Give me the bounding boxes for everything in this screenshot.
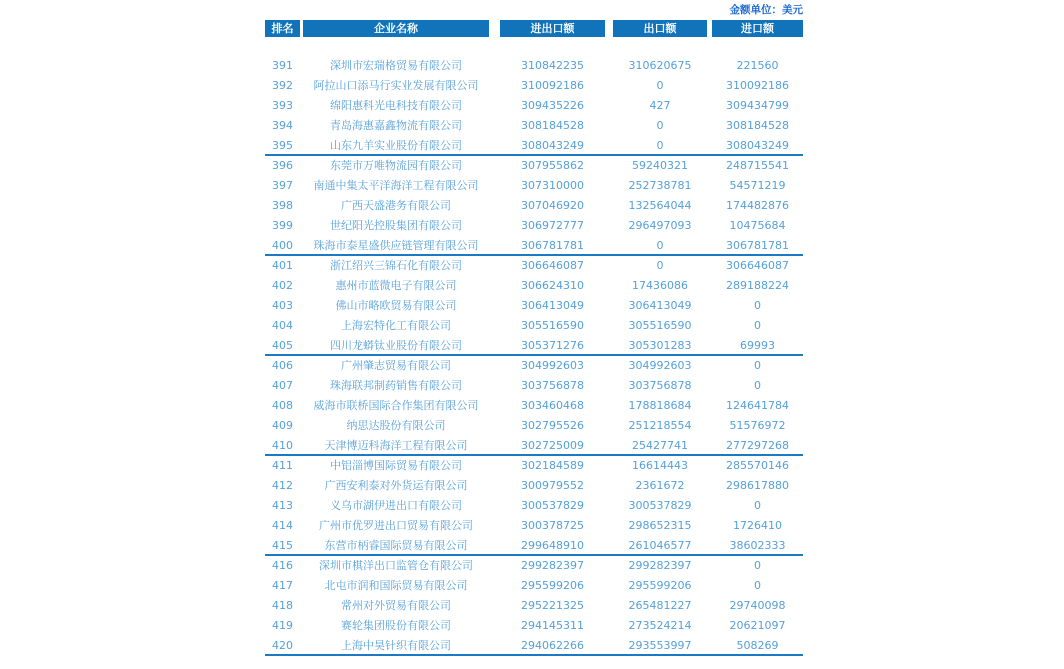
table-row xyxy=(265,196,803,216)
table-row xyxy=(265,536,803,556)
rank-cell: 398 xyxy=(272,199,293,212)
total-value-cell: 299282397 xyxy=(521,559,584,572)
rank-cell: 409 xyxy=(272,419,293,432)
company-name-cell: 珠海联邦制药销售有限公司 xyxy=(330,379,462,392)
table-row xyxy=(265,616,803,636)
import-value-cell: 277297268 xyxy=(726,439,789,452)
export-value-cell: 265481227 xyxy=(628,599,692,612)
export-value-cell: 2361672 xyxy=(635,479,685,492)
company-name-cell: 广州肇志贸易有限公司 xyxy=(341,359,451,372)
company-name-cell: 广西天盛港务有限公司 xyxy=(341,199,451,212)
company-name-cell: 常州对外贸易有限公司 xyxy=(341,599,451,612)
rank-cell: 399 xyxy=(272,219,293,232)
export-value-cell: 252738781 xyxy=(628,179,692,192)
company-name-cell: 深圳市宏瑞格贸易有限公司 xyxy=(330,59,462,72)
rank-cell: 412 xyxy=(272,479,293,492)
company-name-cell: 中铝淄博国际贸易有限公司 xyxy=(330,459,462,472)
table-row xyxy=(265,596,803,616)
total-value-cell: 308184528 xyxy=(521,119,584,132)
table-row xyxy=(265,276,803,296)
company-name-cell: 南通中集太平洋海洋工程有限公司 xyxy=(313,179,479,192)
total-value-cell: 310092186 xyxy=(521,79,584,92)
export-value-cell: 251218554 xyxy=(628,419,692,432)
export-value-cell: 306413049 xyxy=(628,299,692,312)
export-value-cell: 300537829 xyxy=(628,499,692,512)
total-value-cell: 300378725 xyxy=(521,519,584,532)
table-row xyxy=(265,636,803,656)
rank-cell: 402 xyxy=(272,279,293,292)
company-name-cell: 赛轮集团股份有限公司 xyxy=(341,619,451,632)
table-body xyxy=(265,56,803,656)
company-name-cell: 阿拉山口添马行实业发展有限公司 xyxy=(313,79,479,92)
table-row xyxy=(265,476,803,496)
import-value-cell: 0 xyxy=(754,379,761,392)
table-row xyxy=(265,416,803,436)
table-row xyxy=(265,556,803,576)
import-value-cell: 0 xyxy=(754,299,761,312)
export-value-cell: 0 xyxy=(656,119,664,132)
company-name-cell: 上海宏特化工有限公司 xyxy=(341,319,451,332)
import-value-cell: 308184528 xyxy=(726,119,789,132)
rank-cell: 403 xyxy=(272,299,293,312)
rank-cell: 414 xyxy=(272,519,293,532)
export-value-cell: 295599206 xyxy=(628,579,692,592)
table-row xyxy=(265,136,803,156)
total-value-cell: 295599206 xyxy=(521,579,584,592)
import-value-cell: 285570146 xyxy=(726,459,789,472)
table-row xyxy=(265,456,803,476)
rank-cell: 404 xyxy=(272,319,293,332)
import-value-cell: 124641784 xyxy=(726,399,789,412)
company-name-cell: 纳思达股份有限公司 xyxy=(346,419,446,432)
company-name-cell: 义乌市湖伊进出口有限公司 xyxy=(330,499,462,512)
import-value-cell: 38602333 xyxy=(729,539,786,552)
export-value-cell: 0 xyxy=(656,239,664,252)
table-row xyxy=(265,516,803,536)
export-value-cell: 132564044 xyxy=(628,199,692,212)
company-name-cell: 世纪阳光控股集团有限公司 xyxy=(330,219,462,232)
rank-cell: 408 xyxy=(272,399,293,412)
total-value-cell: 295221325 xyxy=(521,599,584,612)
rank-cell: 396 xyxy=(272,159,293,172)
import-value-cell: 69993 xyxy=(740,339,775,352)
table-row xyxy=(265,56,803,76)
export-value-cell: 303756878 xyxy=(628,379,692,392)
company-name-cell: 山东九羊实业股份有限公司 xyxy=(330,139,462,152)
rank-cell: 395 xyxy=(272,139,293,152)
table-row xyxy=(265,216,803,236)
company-name-cell: 绵阳惠科光电科技有限公司 xyxy=(330,99,462,112)
export-value-cell: 305301283 xyxy=(628,339,692,352)
table-row xyxy=(265,436,803,456)
rank-cell: 417 xyxy=(272,579,293,592)
export-value-cell: 0 xyxy=(656,79,664,92)
rank-cell: 397 xyxy=(272,179,293,192)
total-value-cell: 303460468 xyxy=(521,399,584,412)
import-value-cell: 0 xyxy=(754,499,761,512)
rank-cell: 411 xyxy=(272,459,293,472)
total-value-cell: 306972777 xyxy=(521,219,584,232)
export-value-cell: 0 xyxy=(656,259,664,272)
company-name-cell: 深圳市棋洋出口监管仓有限公司 xyxy=(319,559,473,572)
rank-cell: 416 xyxy=(272,559,293,572)
table-row xyxy=(265,116,803,136)
company-name-cell: 四川龙蟒钛业股份有限公司 xyxy=(330,339,462,352)
total-value-cell: 299648910 xyxy=(521,539,584,552)
export-value-cell: 0 xyxy=(656,139,664,152)
import-value-cell: 10475684 xyxy=(729,219,786,232)
company-name-cell: 广州市优罗进出口贸易有限公司 xyxy=(319,519,473,532)
import-value-cell: 306646087 xyxy=(726,259,789,272)
export-value-cell: 299282397 xyxy=(628,559,692,572)
rank-cell: 407 xyxy=(272,379,293,392)
table-row xyxy=(265,296,803,316)
total-value-cell: 305516590 xyxy=(521,319,584,332)
rank-cell: 393 xyxy=(272,99,293,112)
total-value-cell: 294062266 xyxy=(521,639,584,652)
rank-cell: 401 xyxy=(272,259,293,272)
company-name-cell: 浙江绍兴三锦石化有限公司 xyxy=(330,259,462,272)
total-value-cell: 307310000 xyxy=(521,179,584,192)
total-value-cell: 306781781 xyxy=(521,239,584,252)
table-row xyxy=(265,156,803,176)
total-value-cell: 306413049 xyxy=(521,299,584,312)
import-value-cell: 0 xyxy=(754,319,761,332)
column-header-company: 企业名称 xyxy=(303,20,489,37)
column-header-export: 出口额 xyxy=(613,20,707,37)
company-name-cell: 东莞市万唯物流园有限公司 xyxy=(330,159,462,172)
total-value-cell: 308043249 xyxy=(521,139,584,152)
rank-cell: 405 xyxy=(272,339,293,352)
rank-cell: 406 xyxy=(272,359,293,372)
import-value-cell: 51576972 xyxy=(729,419,786,432)
table-row xyxy=(265,236,803,256)
export-value-cell: 310620675 xyxy=(628,59,692,72)
company-name-cell: 珠海市泰星盛供应链管理有限公司 xyxy=(313,239,479,252)
total-value-cell: 294145311 xyxy=(521,619,584,632)
import-value-cell: 298617880 xyxy=(726,479,789,492)
total-value-cell: 307955862 xyxy=(521,159,584,172)
company-name-cell: 上海中昊针织有限公司 xyxy=(341,639,451,652)
table-row xyxy=(265,356,803,376)
import-value-cell: 0 xyxy=(754,579,761,592)
import-value-cell: 309434799 xyxy=(726,99,789,112)
export-value-cell: 427 xyxy=(649,99,671,112)
rank-cell: 418 xyxy=(272,599,293,612)
total-value-cell: 306646087 xyxy=(521,259,584,272)
export-value-cell: 296497093 xyxy=(628,219,692,232)
export-value-cell: 178818684 xyxy=(628,399,692,412)
company-name-cell: 东营市柄睿国际贸易有限公司 xyxy=(324,539,468,552)
amount-unit-label: 金额单位：美元 xyxy=(729,4,803,16)
export-value-cell: 305516590 xyxy=(628,319,692,332)
import-value-cell: 0 xyxy=(754,559,761,572)
import-value-cell: 289188224 xyxy=(726,279,789,292)
company-name-cell: 威海市联桥国际合作集团有限公司 xyxy=(313,399,479,412)
table-row xyxy=(265,576,803,596)
company-name-cell: 佛山市略欧贸易有限公司 xyxy=(335,299,457,312)
company-name-cell: 广西安利泰对外货运有限公司 xyxy=(324,479,468,492)
column-header-import: 进口额 xyxy=(712,20,803,37)
rank-cell: 410 xyxy=(272,439,293,452)
column-header-total: 进出口额 xyxy=(500,20,605,37)
column-header-rank: 排名 xyxy=(265,20,300,37)
rank-cell: 394 xyxy=(272,119,293,132)
table-row xyxy=(265,76,803,96)
total-value-cell: 303756878 xyxy=(521,379,584,392)
total-value-cell: 305371276 xyxy=(521,339,584,352)
total-value-cell: 309435226 xyxy=(521,99,584,112)
rank-cell: 400 xyxy=(272,239,293,252)
table-row xyxy=(265,376,803,396)
total-value-cell: 306624310 xyxy=(521,279,584,292)
rank-cell: 391 xyxy=(272,59,293,72)
import-value-cell: 248715541 xyxy=(726,159,789,172)
import-value-cell: 0 xyxy=(754,359,761,372)
import-value-cell: 20621097 xyxy=(729,619,786,632)
company-name-cell: 惠州市蓝微电子有限公司 xyxy=(335,279,457,292)
table-row xyxy=(265,336,803,356)
rank-cell: 419 xyxy=(272,619,293,632)
export-value-cell: 25427741 xyxy=(632,439,688,452)
table-row xyxy=(265,316,803,336)
export-value-cell: 293553997 xyxy=(628,639,692,652)
import-value-cell: 308043249 xyxy=(726,139,789,152)
export-value-cell: 16614443 xyxy=(632,459,688,472)
export-value-cell: 298652315 xyxy=(628,519,692,532)
export-value-cell: 273524214 xyxy=(628,619,692,632)
rank-cell: 420 xyxy=(272,639,293,652)
import-value-cell: 174482876 xyxy=(726,199,789,212)
company-name-cell: 天津博迈科海洋工程有限公司 xyxy=(324,439,468,452)
table-row xyxy=(265,496,803,516)
export-value-cell: 17436086 xyxy=(632,279,688,292)
total-value-cell: 302795526 xyxy=(521,419,584,432)
total-value-cell: 300979552 xyxy=(521,479,584,492)
total-value-cell: 307046920 xyxy=(521,199,584,212)
total-value-cell: 302725009 xyxy=(521,439,584,452)
import-value-cell: 508269 xyxy=(736,639,779,652)
import-value-cell: 29740098 xyxy=(729,599,786,612)
total-value-cell: 302184589 xyxy=(521,459,584,472)
table-row xyxy=(265,256,803,276)
total-value-cell: 300537829 xyxy=(521,499,584,512)
table-header-row xyxy=(265,20,803,37)
company-name-cell: 北屯市润和国际贸易有限公司 xyxy=(324,579,468,592)
export-value-cell: 59240321 xyxy=(632,159,688,172)
table-row xyxy=(265,396,803,416)
export-value-cell: 261046577 xyxy=(628,539,692,552)
export-value-cell: 304992603 xyxy=(628,359,692,372)
import-value-cell: 221560 xyxy=(736,59,779,72)
table-row xyxy=(265,176,803,196)
rank-cell: 415 xyxy=(272,539,293,552)
import-value-cell: 310092186 xyxy=(726,79,789,92)
rank-cell: 413 xyxy=(272,499,293,512)
total-value-cell: 310842235 xyxy=(521,59,584,72)
company-name-cell: 青岛海惠嘉鑫物流有限公司 xyxy=(330,119,462,132)
import-value-cell: 306781781 xyxy=(726,239,789,252)
table-row xyxy=(265,96,803,116)
rank-cell: 392 xyxy=(272,79,293,92)
trade-ranking-table xyxy=(265,20,803,656)
total-value-cell: 304992603 xyxy=(521,359,584,372)
import-value-cell: 1726410 xyxy=(733,519,782,532)
import-value-cell: 54571219 xyxy=(729,179,786,192)
